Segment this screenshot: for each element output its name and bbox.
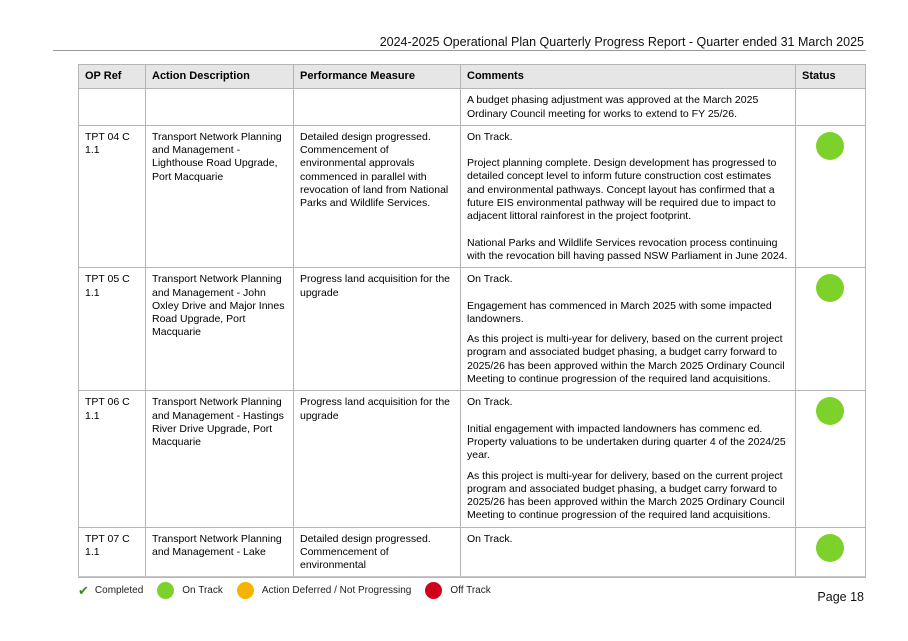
legend-item-off-track	[425, 582, 490, 599]
header-divider	[53, 50, 866, 51]
comment-paragraph: Initial engagement with impacted landowners has commenc ed. Property valuations to be undertaken during quarter 4 of the 2024/25 year.	[467, 422, 786, 462]
op-ref-cell: TPT 05 C 1.1	[79, 268, 146, 391]
table-row	[79, 89, 866, 126]
comment-paragraph: Engagement has commenced in March 2025 with some impacted landowners.	[467, 299, 772, 325]
legend-label: Completed	[94, 585, 144, 596]
action-cell	[146, 89, 294, 126]
action-cell: Transport Network Planning and Management - Hastings River Drive Upgrade, Port Macquarie	[146, 391, 294, 527]
red-dot-icon	[425, 582, 442, 599]
legend-item-completed	[78, 583, 143, 599]
comment-paragraph: On Track.	[467, 130, 513, 143]
legend-label: Action Deferred / Not Progressing	[261, 585, 412, 596]
measure-cell: Progress land acquisition for the upgrade	[294, 391, 461, 527]
table-header-row	[79, 65, 866, 89]
comment-paragraph: As this project is multi-year for delivery, based on the current project program and associated budget phasing, a budget carry forward to 2025/26 has been approved within the March 2025 Ordinary Council Meeting to continue progression of the required land acquisitions.	[467, 469, 785, 522]
measure-cell	[294, 89, 461, 126]
measure-cell: Detailed design progressed. Commencement of environmental approvals commenced in parallel with revocation of land from National Parks and Wildlife Services.	[294, 125, 461, 267]
status-cell	[796, 268, 866, 391]
column-header-op-ref: OP Ref	[79, 65, 146, 89]
on-track-status-icon	[816, 397, 844, 425]
comments-cell	[461, 391, 796, 527]
status-cell	[796, 125, 866, 267]
on-track-status-icon	[816, 534, 844, 562]
column-header-performance-measure: Performance Measure	[294, 65, 461, 89]
legend-label: Off Track	[450, 585, 491, 596]
comments-cell	[461, 125, 796, 267]
legend-label: On Track	[182, 585, 223, 596]
legend-item-action-deferred	[237, 582, 412, 599]
status-cell	[796, 527, 866, 577]
comment-paragraph: On Track.	[467, 532, 513, 545]
comments-cell	[461, 527, 796, 577]
comment-paragraph: As this project is multi-year for delivery, based on the current project program and associated budget phasing, a budget carry forward to 2025/26 has been approved within the March 2025 Ordinary Council Meeting to continue progression of the required land acquisitions.	[467, 333, 785, 386]
status-legend	[78, 576, 865, 599]
on-track-status-icon	[816, 274, 844, 302]
action-cell: Transport Network Planning and Management - Lighthouse Road Upgrade, Port Macquarie	[146, 125, 294, 267]
comment-paragraph: On Track.	[467, 273, 513, 286]
green-dot-icon	[157, 582, 174, 599]
comment-paragraph: Project planning complete. Design development has progressed to detailed concept level to inform future construction cost estimates and environmental pathways. Concept layout has confirmed that a future EIS environmental pathway will be required due to impact to adjacent littoral rainforest in the project footprint.	[467, 157, 777, 223]
op-ref-cell: TPT 07 C 1.1	[79, 527, 146, 577]
status-cell	[796, 89, 866, 126]
column-header-status: Status	[796, 65, 866, 89]
amber-dot-icon	[237, 582, 254, 599]
measure-cell: Progress land acquisition for the upgrade	[294, 268, 461, 391]
op-ref-cell	[79, 89, 146, 126]
progress-table	[78, 64, 866, 578]
comment-paragraph: National Parks and Wildlife Services revocation process continuing with the revocation bill having passed NSW Parliament in June 2024.	[467, 236, 788, 262]
legend-item-on-track	[157, 582, 223, 599]
column-header-action-description: Action Description	[146, 65, 294, 89]
page-number: Page 18	[817, 590, 864, 604]
table-row	[79, 268, 866, 391]
op-ref-cell: TPT 06 C 1.1	[79, 391, 146, 527]
table-row	[79, 125, 866, 267]
op-ref-cell: TPT 04 C 1.1	[79, 125, 146, 267]
comments-cell	[461, 89, 796, 126]
check-icon: ✔	[78, 582, 89, 598]
action-cell: Transport Network Planning and Management - Lake	[146, 527, 294, 577]
status-cell	[796, 391, 866, 527]
comments-cell	[461, 268, 796, 391]
on-track-status-icon	[816, 132, 844, 160]
report-title: 2024-2025 Operational Plan Quarterly Progress Report - Quarter ended 31 March 2025	[379, 35, 864, 49]
measure-cell: Detailed design progressed. Commencement of environmental	[294, 527, 461, 577]
comment-paragraph: A budget phasing adjustment was approved at the March 2025 Ordinary Council meeting for works to extend to FY 25/26.	[467, 94, 759, 120]
action-cell: Transport Network Planning and Management - John Oxley Drive and Major Innes Road Upgrade, Port Macquarie	[146, 268, 294, 391]
table-row	[79, 391, 866, 527]
column-header-comments: Comments	[461, 65, 796, 89]
table-row	[79, 527, 866, 577]
comment-paragraph: On Track.	[467, 396, 513, 409]
